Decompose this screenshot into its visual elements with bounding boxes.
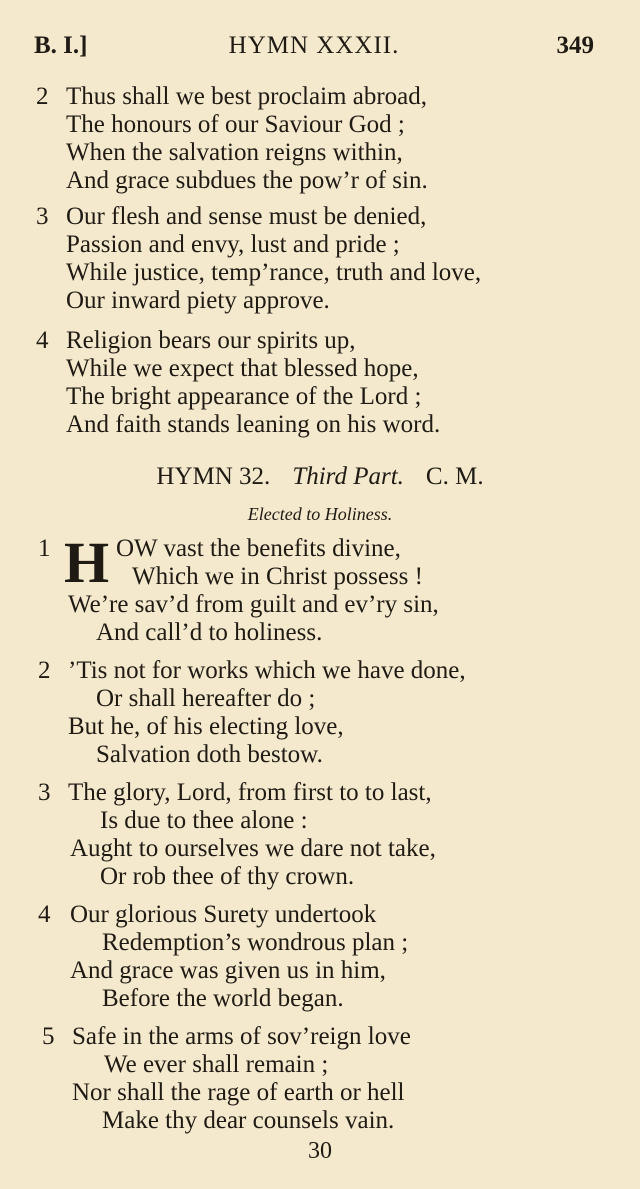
running-title: HYMN XXXII. — [228, 32, 400, 59]
verse-number: 4 — [38, 901, 51, 928]
verse-line: Nor shall the rage of earth or hell — [72, 1079, 405, 1106]
verse-line: Religion bears our spirits up, — [66, 327, 356, 354]
verse-line: But he, of his electing love, — [68, 713, 344, 740]
verse-line: Passion and envy, lust and pride ; — [66, 231, 400, 258]
verse-line: Is due to thee alone : — [100, 807, 308, 834]
verse-line: And call’d to holiness. — [96, 619, 323, 646]
verse-line: While justice, temp’rance, truth and love, — [66, 259, 482, 286]
verse-line: Our inward piety approve. — [66, 287, 330, 314]
verse-line: We’re sav’d from guilt and ev’ry sin, — [68, 591, 439, 618]
hymn-subtitle: Elected to Holiness. — [247, 504, 393, 524]
drop-cap: H — [64, 530, 110, 595]
verse-line: The honours of our Saviour God ; — [66, 111, 405, 138]
hymn-part: Third Part. — [292, 463, 404, 490]
verse-line: And grace subdues the pow’r of sin. — [66, 167, 428, 194]
verse-line: Make thy dear counsels vain. — [102, 1107, 395, 1134]
verse-number: 4 — [36, 327, 49, 354]
signature-mark: 30 — [308, 1138, 332, 1164]
verse-number: 3 — [36, 203, 49, 230]
book-marker: B. I.] — [34, 32, 88, 59]
verse-line: We ever shall remain ; — [104, 1051, 329, 1078]
page-number: 349 — [556, 32, 594, 59]
verse-line: The glory, Lord, from first to to last, — [68, 779, 432, 806]
verse-line: Safe in the arms of sov’reign love — [72, 1023, 411, 1050]
verse-number: 3 — [38, 779, 51, 806]
verse-line: The bright appearance of the Lord ; — [66, 383, 422, 410]
verse-number: 2 — [36, 83, 49, 110]
running-header — [34, 32, 594, 66]
verse-line: When the salvation reigns within, — [66, 139, 403, 166]
verse-line: While we expect that blessed hope, — [66, 355, 419, 382]
verse-line: Thus shall we best proclaim abroad, — [66, 83, 428, 110]
verse-line: Our glorious Surety undertook — [70, 901, 377, 928]
verse-line: Aught to ourselves we dare not take, — [70, 835, 436, 862]
verse-line: Redemption’s wondrous plan ; — [102, 929, 409, 956]
verse-line: Our flesh and sense must be denied, — [66, 203, 427, 230]
hymn-title — [0, 462, 640, 492]
hymn-meter: C. M. — [425, 463, 484, 490]
verse-line: Or rob thee of thy crown. — [100, 863, 355, 890]
verse-number: 2 — [38, 657, 51, 684]
verse-line: ’Tis not for works which we have done, — [68, 657, 466, 684]
verse-line: Before the world began. — [102, 985, 344, 1012]
verse-line: OW vast the benefits divine, — [116, 535, 401, 562]
verse-number: 1 — [38, 535, 51, 562]
verse-number: 5 — [42, 1023, 55, 1050]
verse-line: Salvation doth bestow. — [96, 741, 323, 768]
verse-line: And faith stands leaning on his word. — [66, 411, 441, 438]
verse-line: And grace was given us in him, — [70, 957, 386, 984]
verse-line: Or shall hereafter do ; — [96, 685, 316, 712]
hymn-number: HYMN 32. — [156, 463, 271, 490]
verse-line: Which we in Christ possess ! — [132, 563, 423, 590]
